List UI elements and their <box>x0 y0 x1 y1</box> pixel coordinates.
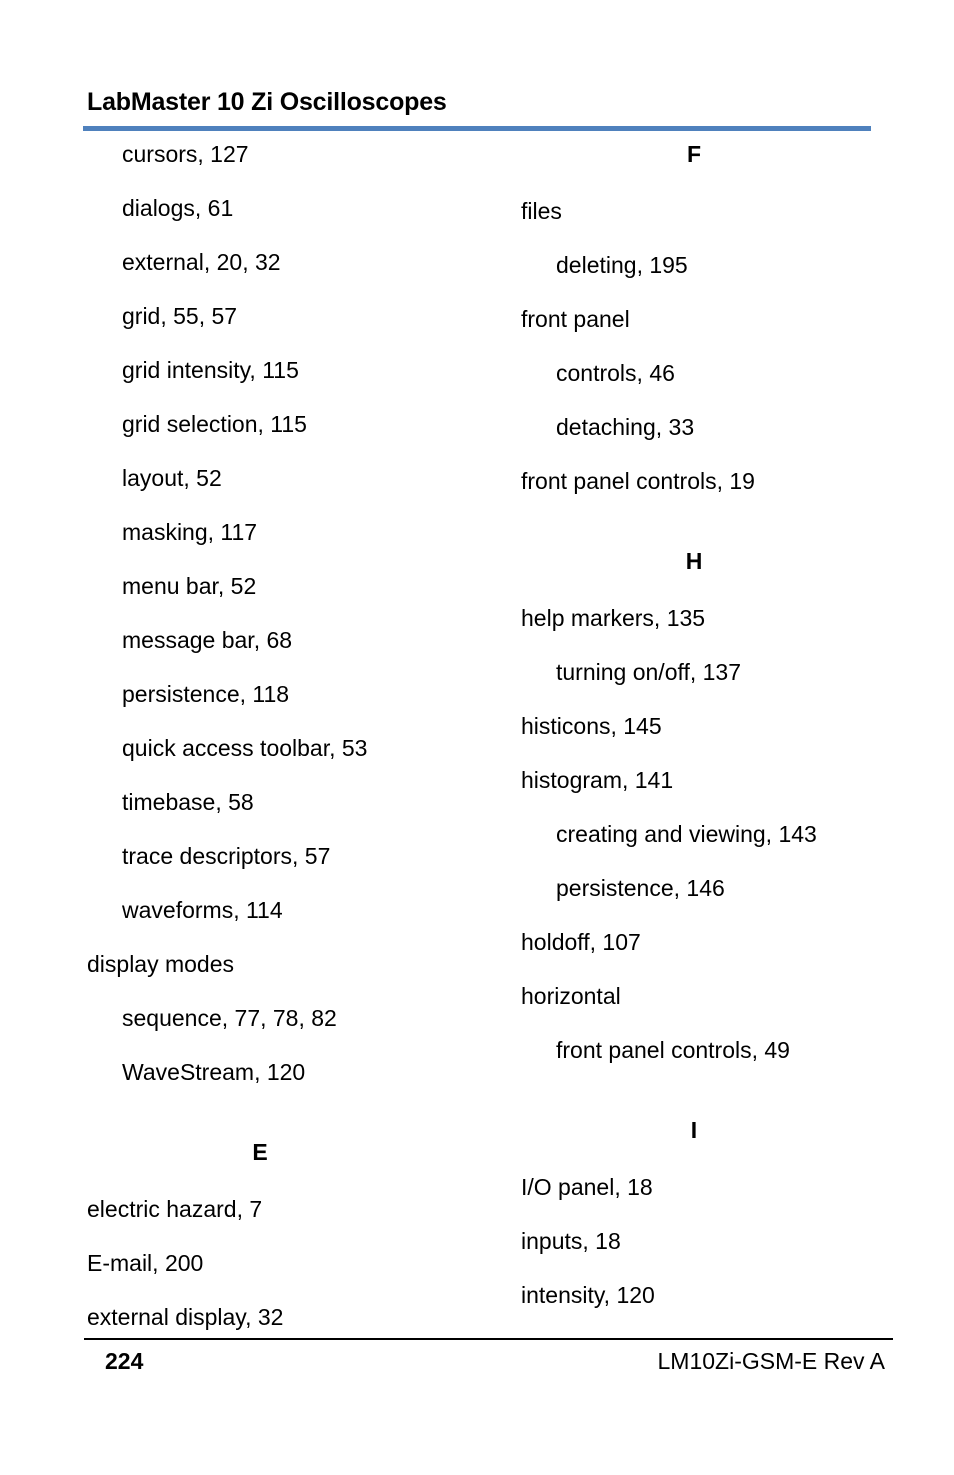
index-subentry: detaching, 33 <box>556 414 695 440</box>
index-subentry: masking, 117 <box>122 519 258 545</box>
index-subentry: trace descriptors, 57 <box>122 843 331 869</box>
index-section-letter: E <box>252 1139 268 1165</box>
index-subentry: grid, 55, 57 <box>122 303 238 329</box>
page-number: 224 <box>105 1348 144 1374</box>
index-subentry: creating and viewing, 143 <box>556 821 817 847</box>
index-entry: external display, 32 <box>87 1304 284 1330</box>
index-entry: holdoff, 107 <box>521 929 641 955</box>
index-entry: front panel controls, 19 <box>521 468 755 494</box>
index-subentry: persistence, 146 <box>556 875 725 901</box>
index-section-letter: H <box>685 548 703 574</box>
index-subentry: grid intensity, 115 <box>122 357 299 383</box>
running-header: LabMaster 10 Zi Oscilloscopes <box>87 88 447 116</box>
index-entry: files <box>521 198 562 224</box>
index-subentry: menu bar, 52 <box>122 573 257 599</box>
footer-rule <box>84 1338 893 1340</box>
document-id: LM10Zi-GSM-E Rev A <box>657 1348 885 1374</box>
index-section-letter: F <box>686 141 702 167</box>
index-subentry: layout, 52 <box>122 465 222 491</box>
index-subentry: deleting, 195 <box>556 252 688 278</box>
index-entry: display modes <box>87 951 235 977</box>
index-column-left <box>87 136 507 1353</box>
index-subentry: external, 20, 32 <box>122 249 281 275</box>
index-subentry: persistence, 118 <box>122 681 290 707</box>
index-subentry: WaveStream, 120 <box>122 1059 306 1085</box>
index-entry: histogram, 141 <box>521 767 674 793</box>
index-entry: E-mail, 200 <box>87 1250 204 1276</box>
index-subentry: sequence, 77, 78, 82 <box>122 1005 337 1031</box>
section-spacer <box>87 1108 507 1134</box>
index-subentry: turning on/off, 137 <box>556 659 741 685</box>
index-column-right <box>521 136 941 1331</box>
index-subentry: grid selection, 115 <box>122 411 307 437</box>
index-entry: histicons, 145 <box>521 713 662 739</box>
section-spacer <box>521 1086 941 1112</box>
index-entry: intensity, 120 <box>521 1282 655 1308</box>
section-spacer <box>521 517 941 543</box>
header-rule <box>83 126 871 131</box>
index-subentry: dialogs, 61 <box>122 195 234 221</box>
index-entry: electric hazard, 7 <box>87 1196 263 1222</box>
index-subentry: front panel controls, 49 <box>556 1037 790 1063</box>
index-subentry: controls, 46 <box>556 360 675 386</box>
index-subentry: timebase, 58 <box>122 789 254 815</box>
index-subentry: waveforms, 114 <box>122 897 283 923</box>
index-subentry: cursors, 127 <box>122 141 249 167</box>
index-entry: inputs, 18 <box>521 1228 621 1254</box>
index-subentry: quick access toolbar, 53 <box>122 735 368 761</box>
index-section-letter: I <box>690 1117 698 1143</box>
index-subentry: message bar, 68 <box>122 627 293 653</box>
index-entry: help markers, 135 <box>521 605 706 631</box>
index-entry: I/O panel, 18 <box>521 1174 653 1200</box>
index-entry: horizontal <box>521 983 621 1009</box>
index-entry: front panel <box>521 306 630 332</box>
